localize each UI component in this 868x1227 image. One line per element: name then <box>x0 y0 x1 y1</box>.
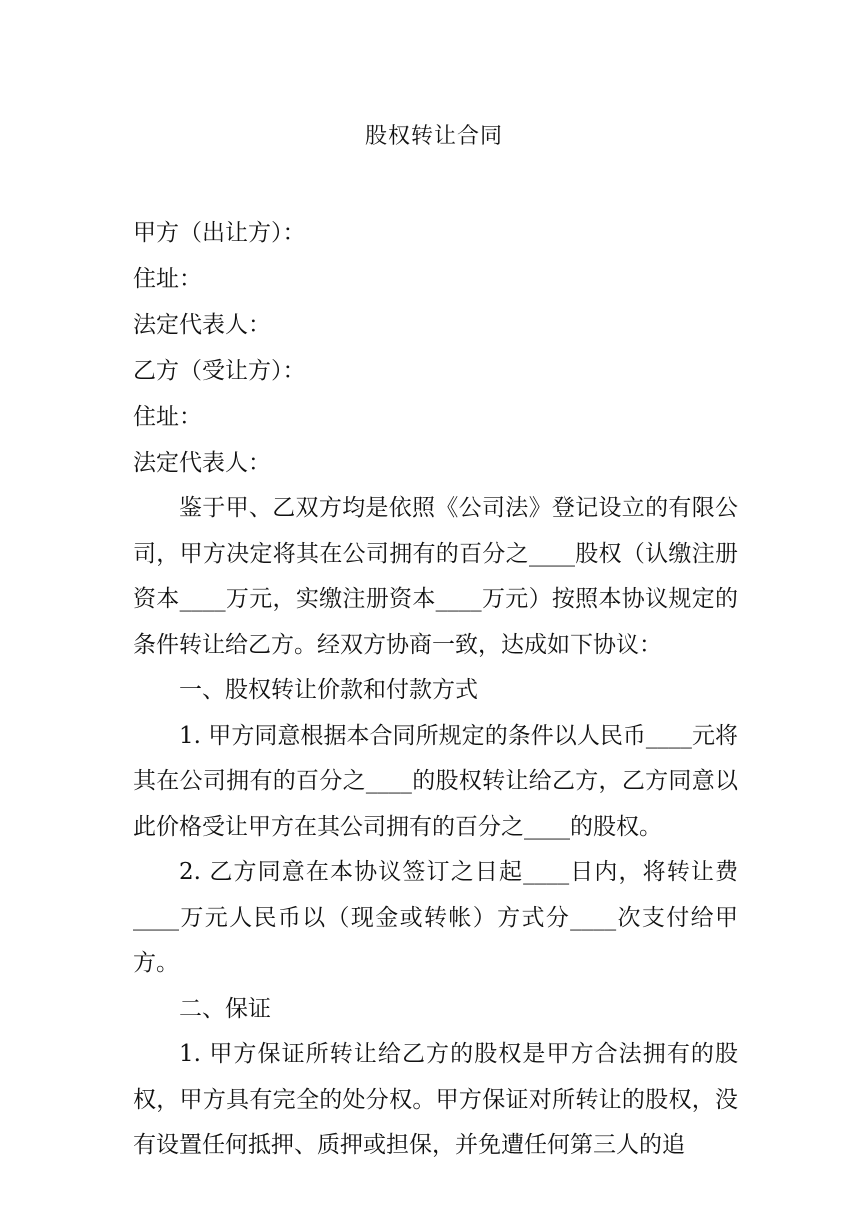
party-a-address-label: 住址： <box>133 266 202 292</box>
document-body <box>133 210 738 1169</box>
document-title: 股权转让合同 <box>364 124 503 149</box>
party-a-label: 甲方（出让方）： <box>133 220 306 246</box>
party-a-representative-label: 法定代表人： <box>133 312 271 338</box>
section-1-clause-2: 2. 乙方同意在本协议签订之日起____日内，将转让费____万元人民币以（现金或转帐）方式分____次支付给甲方。 <box>133 859 738 976</box>
section-2-clause-1: 1. 甲方保证所转让给乙方的股权是甲方合法拥有的股权，甲方具有完全的处分权。甲方保证对所转让的股权，没有设置任何抵押、质押或担保，并免遭任何第三人的追 <box>133 1041 738 1158</box>
section-1-clause-1: 1. 甲方同意根据本合同所规定的条件以人民币____元将其在公司拥有的百分之____的股权转让给乙方，乙方同意以此价格受让甲方在其公司拥有的百分之____的股权。 <box>133 722 738 840</box>
preamble-paragraph: 鉴于甲、乙双方均是依照《公司法》登记设立的有限公司，甲方决定将其在公司拥有的百分之____股权（认缴注册资本____万元，实缴注册资本____万元）按照本协议规定的条件转让给乙方。经双方协商一致，达成如下协议： <box>133 495 738 658</box>
section-2-heading: 二、保证 <box>179 995 271 1022</box>
party-b-address-label: 住址： <box>133 404 202 430</box>
party-b-representative-label: 法定代表人： <box>133 450 271 476</box>
party-b-label: 乙方（受让方）： <box>133 358 306 384</box>
section-1-heading: 一、股权转让价款和付款方式 <box>179 677 478 703</box>
